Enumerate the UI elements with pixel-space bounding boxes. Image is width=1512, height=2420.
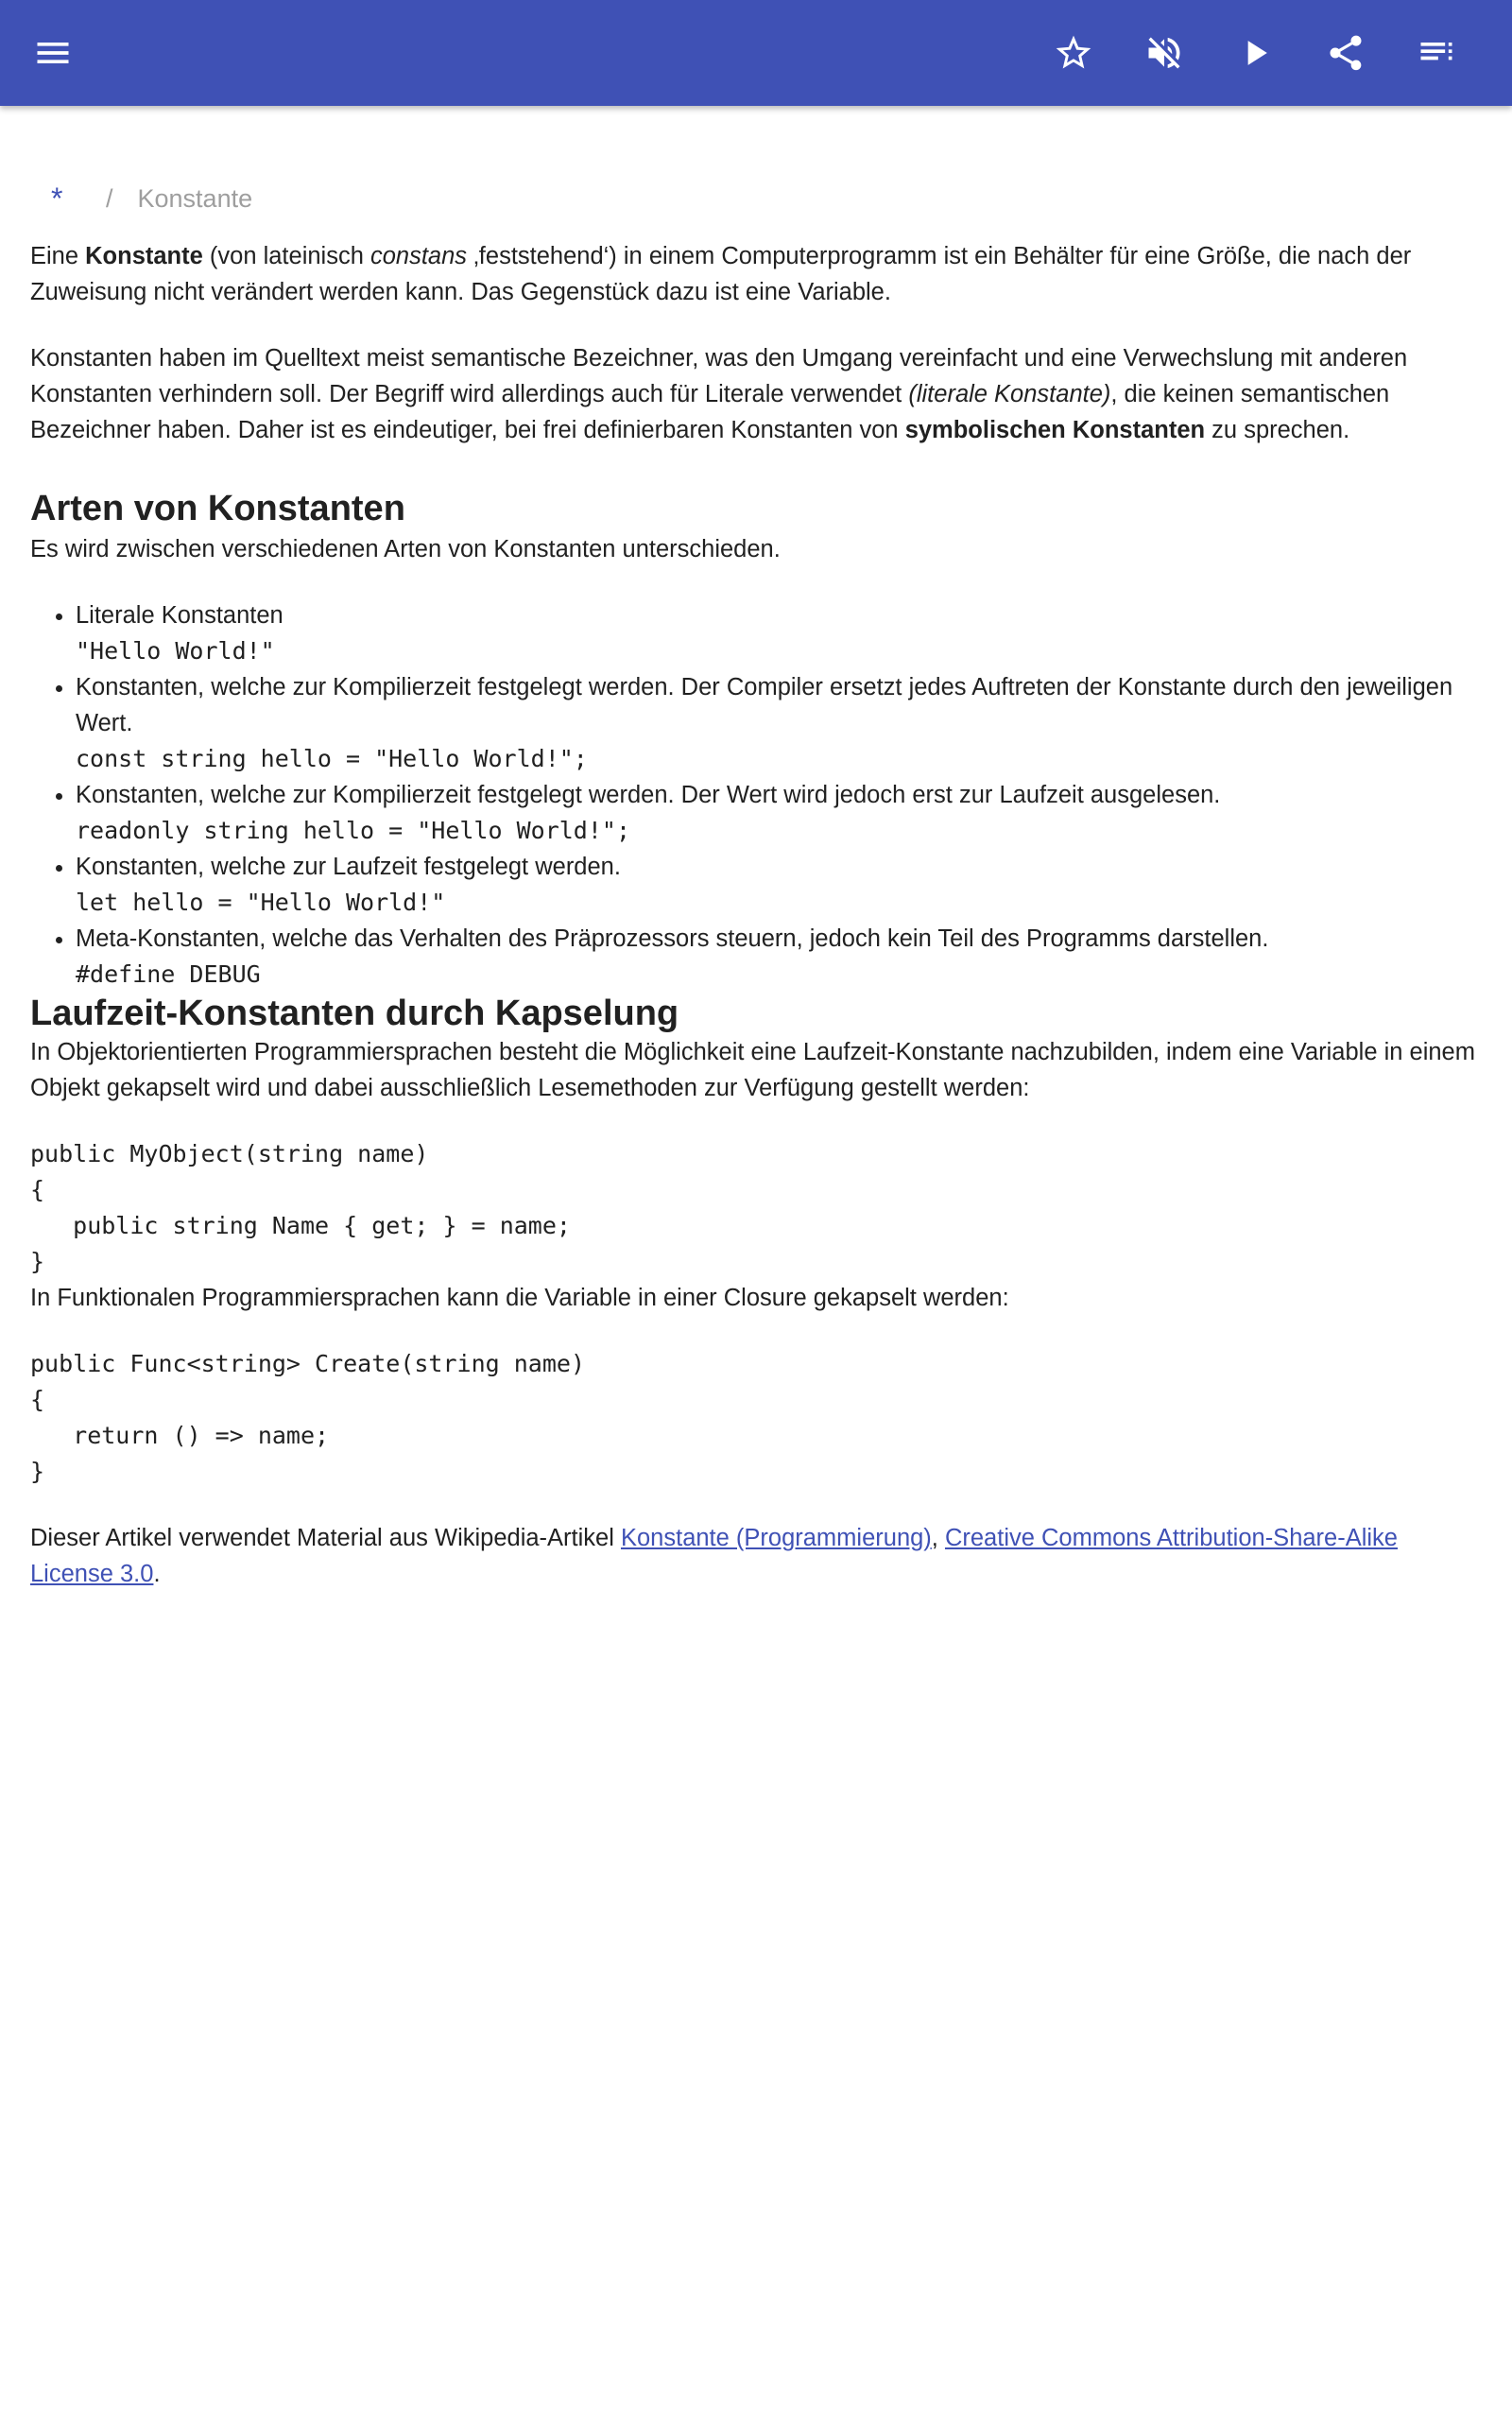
list-item-text: Literale Konstanten: [76, 602, 284, 629]
play-button[interactable]: [1225, 23, 1285, 83]
contents-button[interactable]: [1406, 23, 1467, 83]
text-span: Konstanten haben im Quelltext meist semantische Bezeichner, was den Umgang vereinfacht und eine Verwechslung mit anderen Konstanten verhindern soll. Der Begriff wird allerdings auch für Literale verwendet: [30, 345, 1408, 407]
intro-paragraph-2: [30, 340, 1486, 448]
share-button[interactable]: [1315, 23, 1376, 83]
breadcrumb: [30, 172, 1486, 225]
code-block-oop: public MyObject(string name) { public string Name { get; } = name; }: [30, 1140, 571, 1275]
article-content: [30, 106, 1486, 1592]
breadcrumb-current: Konstante: [137, 183, 253, 213]
mute-button[interactable]: [1134, 23, 1194, 83]
list-item-text: Konstanten, welche zur Kompilierzeit festgelegt werden. Der Compiler ersetzt jedes Auftreten der Konstante durch den jeweiligen Wert.: [76, 674, 1453, 736]
list-item: [76, 849, 1486, 921]
intro-paragraph-1: [30, 238, 1486, 310]
section-text-functional: In Funktionalen Programmiersprachen kann die Variable in einer Closure gekapselt werden:: [30, 1285, 1009, 1311]
text-span: Dieser Artikel verwendet Material aus Wikipedia-Artikel: [30, 1525, 621, 1551]
playlist-icon: [1416, 32, 1457, 74]
list-item-text: Konstanten, welche zur Kompilierzeit festgelegt werden. Der Wert wird jedoch erst zur Laufzeit ausgelesen.: [76, 782, 1221, 808]
list-item: [76, 669, 1486, 777]
license-link[interactable]: Creative Commons Attribution-Share-Alike License 3.0: [30, 1525, 1398, 1587]
volume-off-icon: [1143, 32, 1185, 74]
star-icon: [1053, 32, 1094, 74]
code-snippet: "Hello World!": [76, 637, 275, 665]
share-icon: [1325, 32, 1366, 74]
breadcrumb-home-link[interactable]: *: [51, 181, 63, 216]
text-span: zu sprechen.: [1205, 417, 1350, 443]
menu-button[interactable]: [23, 23, 83, 83]
text-span: Eine: [30, 243, 86, 269]
list-item-text: Meta-Konstanten, welche das Verhalten des Präprozessors steuern, jedoch kein Teil des Programms darstellen.: [76, 925, 1269, 952]
list-item: [76, 597, 1486, 669]
favorite-button[interactable]: [1043, 23, 1104, 83]
bold-term: Konstante: [85, 243, 203, 269]
italic-term: constans: [369, 243, 468, 269]
text-span: ,: [931, 1525, 945, 1551]
section-text-oop: In Objektorientierten Programmiersprachen besteht die Möglichkeit eine Laufzeit-Konstante nachzubilden, indem eine Variable in einem Objekt gekapselt wird und dabei ausschließlich Lesemethoden zur Verfügung gestellt werden:: [30, 1039, 1475, 1101]
code-snippet: const string hello = "Hello World!";: [76, 745, 588, 772]
text-span: ‚feststehend‘) in einem Computerprogramm ist ein Behälter für eine Größe, die nach der Zuweisung nicht verändert werden kann. Das Gegenstück dazu ist eine Variable.: [30, 243, 1412, 305]
play-icon: [1234, 32, 1276, 74]
menu-icon: [32, 32, 74, 74]
code-snippet: let hello = "Hello World!": [76, 889, 446, 916]
constant-types-list: [30, 597, 1486, 993]
text-span: (von lateinisch: [202, 243, 370, 269]
breadcrumb-separator: /: [106, 183, 113, 213]
code-snippet: #define DEBUG: [76, 960, 261, 988]
code-snippet: readonly string hello = "Hello World!";: [76, 817, 630, 844]
list-item-text: Konstanten, welche zur Laufzeit festgelegt werden.: [76, 854, 621, 880]
code-block-functional: public Func<string> Create(string name) { return () => name; }: [30, 1350, 585, 1485]
text-span: , die keinen semantischen Bezeichner haben. Daher ist es eindeutiger, bei frei definierbaren Konstanten von: [30, 381, 1390, 443]
wikipedia-article-link[interactable]: Konstante (Programmierung): [620, 1525, 932, 1551]
bold-term: symbolischen Konstanten: [904, 417, 1206, 443]
section-intro-text: Es wird zwischen verschiedenen Arten von Konstanten unterschieden.: [30, 536, 781, 562]
app-bar: [0, 0, 1512, 106]
section-heading-laufzeit: Laufzeit-Konstanten durch Kapselung: [30, 994, 679, 1033]
list-item: [76, 921, 1486, 993]
section-heading-arten: Arten von Konstanten: [30, 489, 405, 528]
attribution-text: [30, 1520, 1486, 1592]
italic-term: (literale Konstante): [908, 381, 1111, 407]
list-item: [76, 777, 1486, 849]
text-span: .: [153, 1561, 161, 1587]
